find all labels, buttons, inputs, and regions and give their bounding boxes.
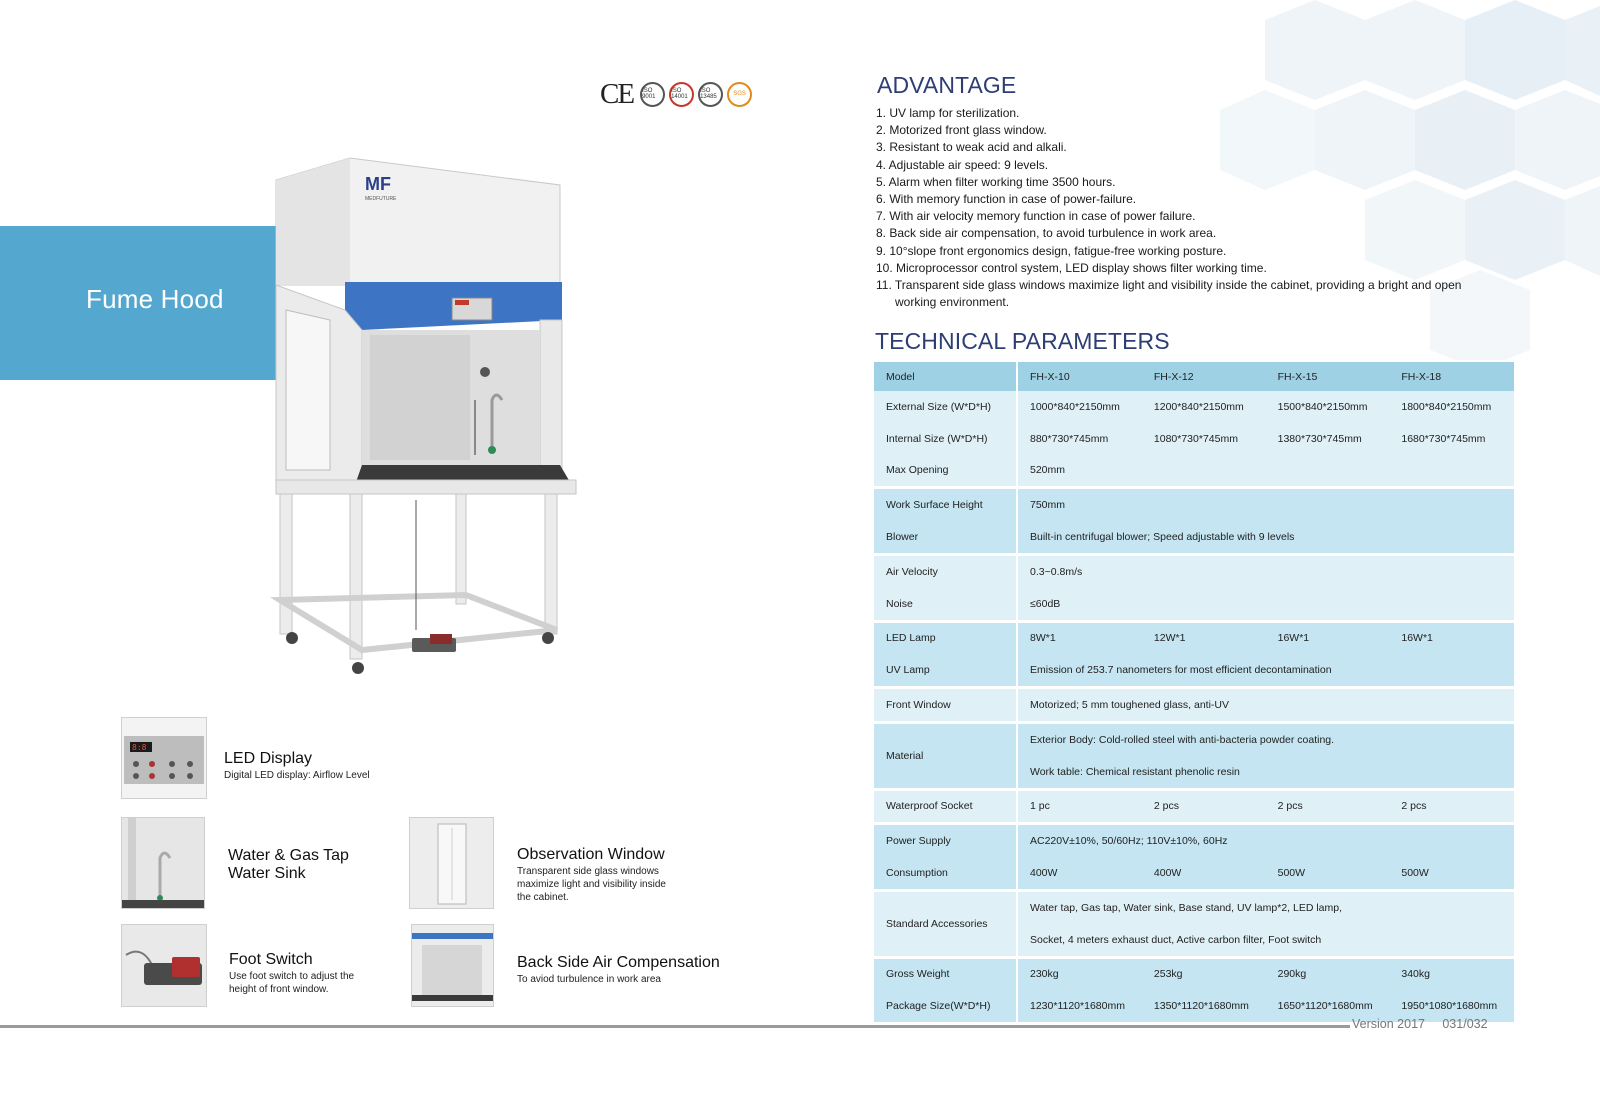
ce-mark: CE	[600, 77, 634, 110]
table-row	[874, 957, 1514, 990]
air-compensation-icon	[412, 925, 493, 1006]
feature-desc-observation-window: Transparent side glass windows maximize light and visibility inside the cabinet.	[517, 866, 666, 903]
table-cell: 1350*1120*1680mm	[1142, 990, 1266, 1022]
table-cell: 1800*840*2150mm	[1389, 391, 1514, 423]
table-cell: UV Lamp	[874, 654, 1017, 687]
table-cell: Gross Weight	[874, 957, 1017, 990]
advantage-item: 4. Adjustable air speed: 9 levels.	[876, 157, 1049, 172]
table-row	[874, 488, 1514, 521]
brand-subtitle: MEDFUTURE	[365, 196, 397, 202]
table-cell: 520mm	[1017, 455, 1514, 488]
table-cell: 1950*1080*1680mm	[1389, 990, 1514, 1022]
observation-window-thumbnail	[409, 817, 494, 909]
table-cell: Air Velocity	[874, 554, 1017, 587]
feature-title-water-gas-tap: Water & Gas Tap Water Sink	[228, 847, 349, 882]
table-cell: Max Opening	[874, 455, 1017, 488]
table-cell: External Size (W*D*H)	[874, 391, 1017, 423]
table-cell: 750mm	[1017, 488, 1514, 521]
table-cell: 290kg	[1266, 957, 1390, 990]
table-cell: 1 pc	[1017, 789, 1142, 824]
table-row	[874, 722, 1514, 755]
table-cell: 8W*1	[1017, 621, 1142, 654]
table-cell: LED Lamp	[874, 621, 1017, 654]
advantage-list	[876, 105, 1496, 311]
led-panel-icon	[122, 718, 206, 798]
table-cell: AC220V±10%, 50/60Hz; 110V±10%, 60Hz	[1017, 824, 1514, 857]
table-row	[874, 588, 1514, 621]
iso-13485-badge: ISO 13485	[698, 82, 723, 107]
foot-switch-icon	[122, 925, 206, 1006]
table-cell: FH-X-12	[1142, 362, 1266, 391]
fume-hood-image	[270, 150, 590, 695]
footer	[1352, 1017, 1488, 1031]
window-icon	[410, 818, 493, 908]
footer-rule	[0, 1025, 1350, 1028]
table-cell: Water tap, Gas tap, Water sink, Base stand, UV lamp*2, LED lamp,	[1017, 890, 1514, 923]
back-air-compensation-thumbnail	[411, 924, 494, 1007]
feature-desc-led-display: Digital LED display: Airflow Level	[224, 770, 370, 781]
table-cell: Exterior Body: Cold-rolled steel with anti-bacteria powder coating.	[1017, 722, 1514, 755]
foot-switch-thumbnail	[121, 924, 207, 1007]
table-row	[874, 824, 1514, 857]
table-cell: Model	[874, 362, 1017, 391]
table-row	[874, 455, 1514, 488]
table-cell: 400W	[1017, 857, 1142, 890]
advantage-item: 6. With memory function in case of power-failure.	[876, 192, 1137, 207]
advantage-item: 8. Back side air compensation, to avoid turbulence in work area.	[876, 226, 1217, 241]
table-cell: 500W	[1266, 857, 1390, 890]
advantage-item: 7. With air velocity memory function in case of power failure.	[876, 209, 1196, 224]
table-row	[874, 688, 1514, 723]
table-cell: 1500*840*2150mm	[1266, 391, 1390, 423]
table-row	[874, 554, 1514, 587]
advantage-item: 9. 10°slope front ergonomics design, fatigue-free working posture.	[876, 243, 1227, 258]
iso-14001-badge: ISO 14001	[669, 82, 694, 107]
table-cell: Noise	[874, 588, 1017, 621]
advantage-item: 3. Resistant to weak acid and alkali.	[876, 140, 1067, 155]
technical-parameters-table	[874, 362, 1514, 1022]
table-cell: ≤60dB	[1017, 588, 1514, 621]
table-cell: 12W*1	[1142, 621, 1266, 654]
table-cell: 880*730*745mm	[1017, 423, 1142, 455]
table-cell: Emission of 253.7 nanometers for most efficient decontamination	[1017, 654, 1514, 687]
table-row	[874, 890, 1514, 923]
table-cell: 1650*1120*1680mm	[1266, 990, 1390, 1022]
table-cell: 2 pcs	[1266, 789, 1390, 824]
table-cell: Consumption	[874, 857, 1017, 890]
table-cell: Built-in centrifugal blower; Speed adjustable with 9 levels	[1017, 521, 1514, 554]
table-cell: 1680*730*745mm	[1389, 423, 1514, 455]
table-row	[874, 654, 1514, 687]
page-number: 031/032	[1442, 1017, 1488, 1031]
table-cell: Blower	[874, 521, 1017, 554]
advantage-heading: ADVANTAGE	[877, 72, 1017, 98]
table-row	[874, 857, 1514, 890]
water-tap-icon	[122, 818, 204, 908]
table-cell: FH-X-18	[1389, 362, 1514, 391]
table-cell: 16W*1	[1266, 621, 1390, 654]
table-header-row	[874, 362, 1514, 391]
table-cell: 1200*840*2150mm	[1142, 391, 1266, 423]
advantage-item: 2. Motorized front glass window.	[876, 123, 1047, 138]
table-cell: 0.3~0.8m/s	[1017, 554, 1514, 587]
page-title: Fume Hood	[86, 284, 224, 314]
table-row	[874, 521, 1514, 554]
feature-desc-foot-switch: Use foot switch to adjust the height of front window.	[229, 971, 355, 995]
table-cell: 230kg	[1017, 957, 1142, 990]
table-cell: 1000*840*2150mm	[1017, 391, 1142, 423]
certification-logos	[600, 79, 752, 109]
feature-title-led-display: LED Display	[224, 750, 313, 767]
table-cell: FH-X-15	[1266, 362, 1390, 391]
sgs-badge: SGS	[727, 82, 752, 107]
table-row	[874, 423, 1514, 455]
table-cell: 253kg	[1142, 957, 1266, 990]
table-cell: Waterproof Socket	[874, 789, 1017, 824]
svg-text:8:8: 8:8	[132, 743, 147, 752]
feature-desc-back-air-compensation: To aviod turbulence in work area	[517, 974, 661, 985]
advantage-item: 1. UV lamp for sterilization.	[876, 106, 1020, 120]
feature-title-foot-switch: Foot Switch	[229, 951, 313, 968]
feature-title-back-air-compensation: Back Side Air Compensation	[517, 954, 720, 971]
table-cell: Front Window	[874, 688, 1017, 723]
table-cell: 2 pcs	[1142, 789, 1266, 824]
table-cell: Power Supply	[874, 824, 1017, 857]
table-cell: 340kg	[1389, 957, 1514, 990]
table-cell: Package Size(W*D*H)	[874, 990, 1017, 1022]
table-cell: 2 pcs	[1389, 789, 1514, 824]
table-cell: Motorized; 5 mm toughened glass, anti-UV	[1017, 688, 1514, 723]
table-cell: Socket, 4 meters exhaust duct, Active carbon filter, Foot switch	[1017, 924, 1514, 957]
version-label: Version 2017	[1352, 1017, 1425, 1031]
table-cell: Work Surface Height	[874, 488, 1017, 521]
advantage-item: 5. Alarm when filter working time 3500 hours.	[876, 174, 1116, 189]
water-gas-tap-thumbnail	[121, 817, 205, 909]
feature-title-observation-window: Observation Window	[517, 846, 665, 863]
advantage-item: 10. Microprocessor control system, LED display shows filter working time.	[876, 260, 1267, 275]
iso-9001-badge: ISO 9001	[640, 82, 665, 107]
table-row	[874, 789, 1514, 824]
led-display-thumbnail	[121, 717, 207, 799]
table-cell: Work table: Chemical resistant phenolic resin	[1017, 756, 1514, 789]
brand-logo: MF	[365, 174, 391, 194]
table-cell: 1380*730*745mm	[1266, 423, 1390, 455]
table-cell: 400W	[1142, 857, 1266, 890]
table-cell: 1230*1120*1680mm	[1017, 990, 1142, 1022]
table-cell: Material	[874, 722, 1017, 789]
table-cell: Standard Accessories	[874, 890, 1017, 957]
table-cell: FH-X-10	[1017, 362, 1142, 391]
table-cell: 500W	[1389, 857, 1514, 890]
advantage-item: 11. Transparent side glass windows maximize light and visibility inside the cabinet, providing a bright and open working environment.	[876, 278, 1462, 310]
table-row	[874, 621, 1514, 654]
table-row	[874, 391, 1514, 423]
table-cell: 1080*730*745mm	[1142, 423, 1266, 455]
table-cell: 16W*1	[1389, 621, 1514, 654]
table-cell: Internal Size (W*D*H)	[874, 423, 1017, 455]
technical-parameters-heading: TECHNICAL PARAMETERS	[875, 328, 1170, 354]
title-banner	[0, 226, 277, 380]
